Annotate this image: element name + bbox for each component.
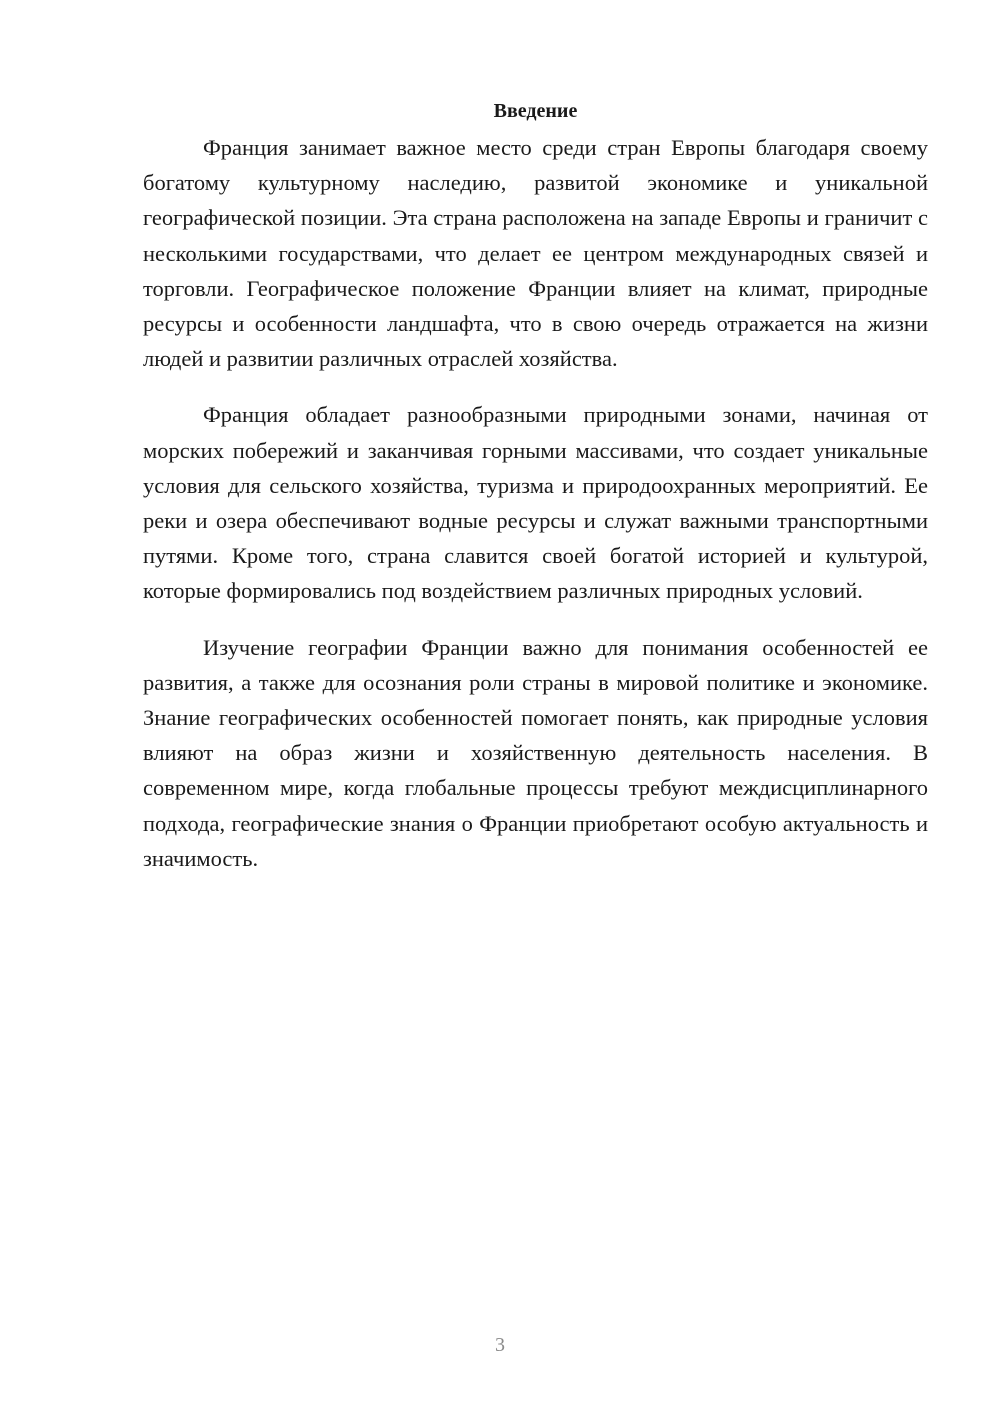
section-title: Введение: [493, 100, 578, 122]
page-content: [143, 96, 928, 897]
paragraph-1: Франция занимает важное место среди стран Европы благодаря своему богатому культурному наследию, развитой экономике и уникальной географической позиции. Эта страна расположена на западе Европы и граничит с несколькими государствами, что делает ее центром международных связей и торговли. Географическое положение Франции влияет на климат, природные ресурсы и особенности ландшафта, что в свою очередь отражается на жизни людей и развитии различных отраслей хозяйства.: [143, 135, 928, 372]
paragraph-2: Франция обладает разнообразными природными зонами, начиная от морских побережий и заканчивая горными массивами, что создает уникальные условия для сельского хозяйства, туризма и природоохранных мероприятий. Ее реки и озера обеспечивают водные ресурсы и служат важными транспортными путями. Кроме того, страна славится своей богатой историей и культурой, которые формировались под воздействием различных природных условий.: [143, 402, 928, 604]
page-number: 3: [495, 1334, 505, 1356]
paragraph-3: Изучение географии Франции важно для понимания особенностей ее развития, а также для осознания роли страны в мировой политике и экономике. Знание географических особенностей помогает понять, как природные условия влияют на образ жизни и хозяйственную деятельность населения. В современном мире, когда глобальные процессы требуют междисциплинарного подхода, географические знания о Франции приобретают особую актуальность и значимость.: [143, 634, 928, 871]
